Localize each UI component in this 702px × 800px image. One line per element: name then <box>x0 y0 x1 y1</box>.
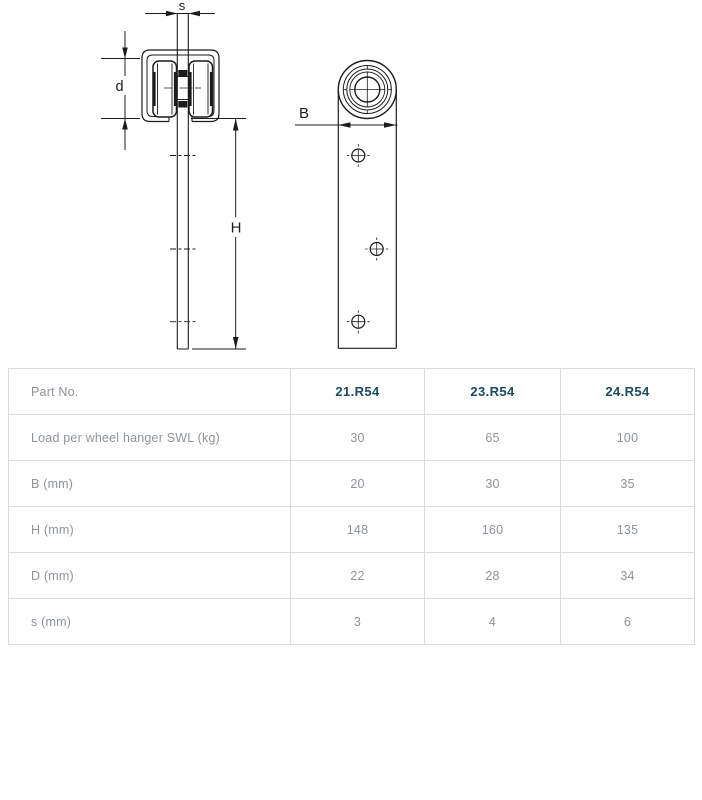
spec-table <box>8 368 695 645</box>
mounting-hole-2 <box>365 238 388 261</box>
H-arrow-down-icon <box>233 337 239 349</box>
technical-drawing <box>0 0 702 366</box>
wheel-hanger-diagram <box>0 0 702 366</box>
row-label: Load per wheel hanger SWL (kg) <box>9 415 291 461</box>
table-header-row <box>9 369 695 415</box>
cell-value: 22 <box>291 553 425 599</box>
mounting-hole-3 <box>347 310 370 333</box>
row-label: s (mm) <box>9 599 291 645</box>
row-label: B (mm) <box>9 461 291 507</box>
table-row-load <box>9 415 695 461</box>
cell-value: 30 <box>291 415 425 461</box>
row-label: H (mm) <box>9 507 291 553</box>
cell-value: 3 <box>291 599 425 645</box>
wheel-right <box>189 61 213 117</box>
d-arrow-down-icon <box>122 48 128 59</box>
axle-block-top <box>178 70 187 77</box>
part-number-2: 23.R54 <box>425 369 561 415</box>
strap-front <box>177 14 188 350</box>
side-view <box>295 61 398 349</box>
dim-label-d: d <box>115 79 124 95</box>
header-part-no: Part No. <box>9 369 291 415</box>
cell-value: 35 <box>561 461 695 507</box>
B-arrow-left-icon <box>338 122 350 128</box>
front-view <box>101 0 246 349</box>
table-row-H <box>9 507 695 553</box>
cell-value: 148 <box>291 507 425 553</box>
s-arrow-right-icon <box>166 11 177 16</box>
dim-label-H: H <box>230 219 242 237</box>
cell-value: 65 <box>425 415 561 461</box>
strap-side <box>338 90 396 349</box>
cell-value: 30 <box>425 461 561 507</box>
s-arrow-left-icon <box>188 11 200 16</box>
cell-value: 100 <box>561 415 695 461</box>
cell-value: 34 <box>561 553 695 599</box>
table-row-s <box>9 599 695 645</box>
cell-value: 160 <box>425 507 561 553</box>
table-row-B <box>9 461 695 507</box>
part-number-1: 21.R54 <box>291 369 425 415</box>
dim-label-B: B <box>298 105 310 122</box>
H-arrow-up-icon <box>233 119 239 131</box>
row-label: D (mm) <box>9 553 291 599</box>
dim-label-s: s <box>178 0 186 13</box>
B-arrow-right-icon <box>384 122 396 128</box>
table-row-D <box>9 553 695 599</box>
cell-value: 6 <box>561 599 695 645</box>
mounting-hole-1 <box>347 144 370 167</box>
cell-value: 28 <box>425 553 561 599</box>
cell-value: 4 <box>425 599 561 645</box>
cell-value: 20 <box>291 461 425 507</box>
part-number-3: 24.R54 <box>561 369 695 415</box>
d-arrow-up-icon <box>122 119 128 130</box>
wheel-left <box>153 61 177 117</box>
axle-block-bottom <box>178 101 187 108</box>
cell-value: 135 <box>561 507 695 553</box>
